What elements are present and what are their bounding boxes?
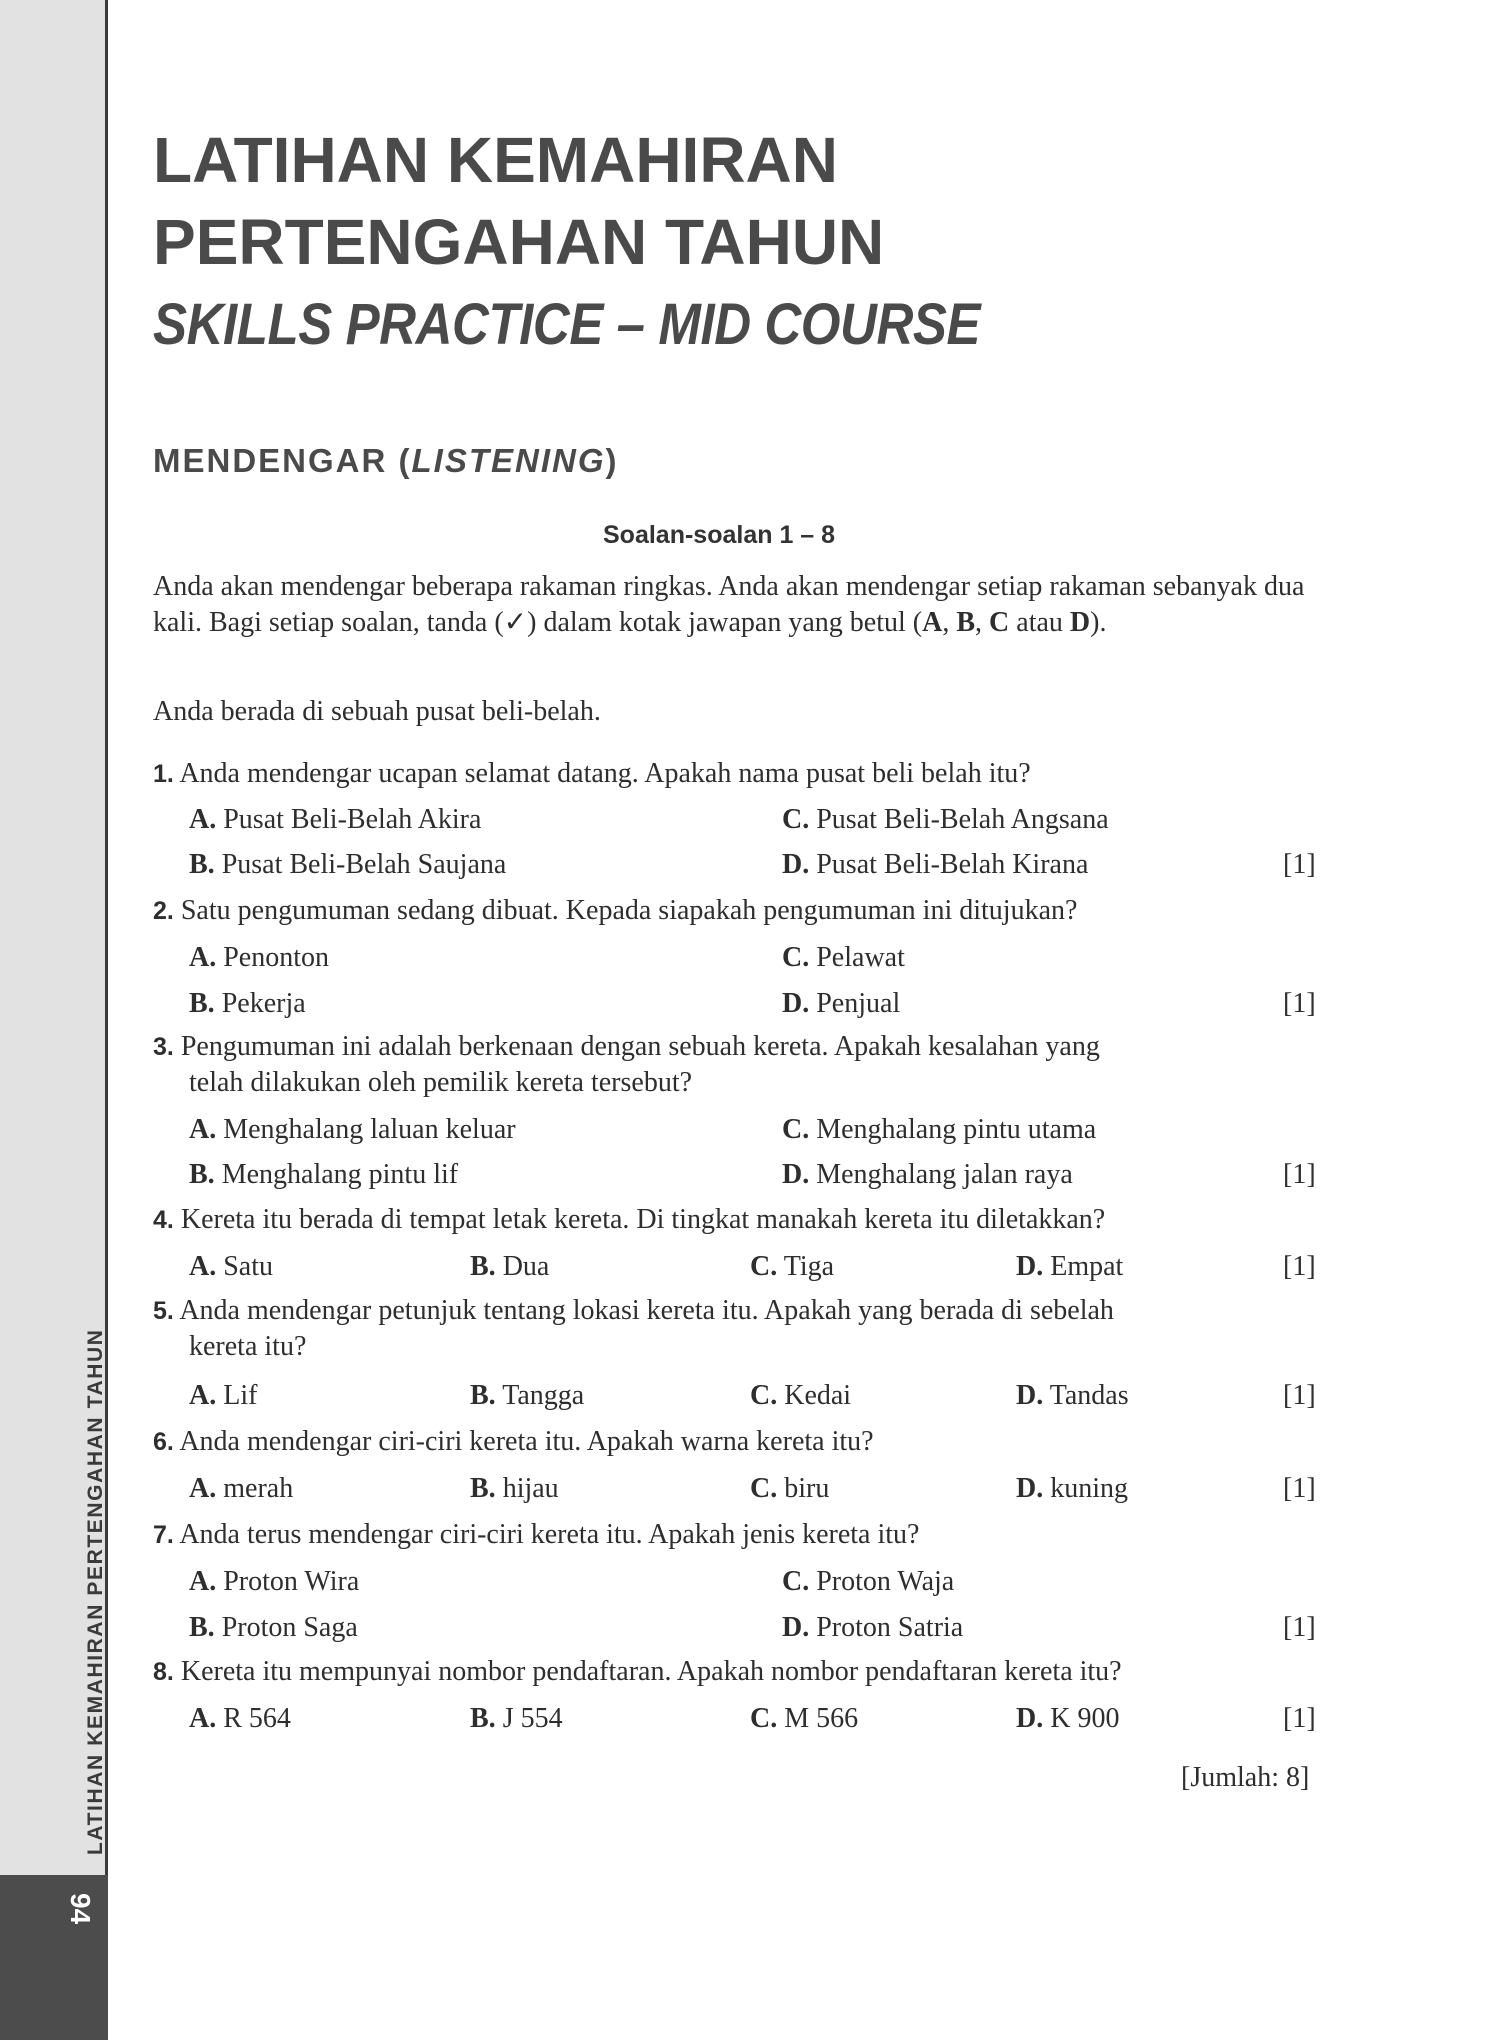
option-text: Pelawat [816, 942, 905, 973]
option-letter: A. [189, 1473, 217, 1504]
option-text: Tiga [783, 1251, 835, 1282]
option-text: M 566 [784, 1703, 859, 1734]
question-mark: [1] [1283, 1612, 1316, 1643]
question-text: Kereta itu mempunyai nombor pendaftaran. Apakah nombor pendaftaran kereta itu? [180, 1656, 1122, 1687]
option-text: Pusat Beli-Belah Saujana [221, 849, 507, 880]
option-text: Empat [1050, 1251, 1124, 1282]
question-6 [153, 1428, 874, 1456]
instructions-end: ). [1090, 607, 1107, 638]
option-text: Pusat Beli-Belah Angsana [816, 804, 1109, 835]
question-mark: [1] [1283, 1380, 1316, 1411]
option-item[interactable] [782, 1161, 1073, 1189]
option-text: Tangga [502, 1380, 585, 1411]
option-letter: B. [189, 1159, 215, 1190]
option-item[interactable] [782, 851, 1088, 879]
option-item[interactable] [782, 1568, 954, 1596]
option-item[interactable] [470, 1705, 563, 1733]
option-letter: C. [750, 1380, 778, 1411]
option-letter: C. [782, 804, 810, 835]
option-text: Proton Satria [816, 1612, 964, 1643]
option-text: Menghalang jalan raya [816, 1159, 1073, 1190]
questions-range: Soalan-soalan 1 – 8 [603, 521, 836, 549]
option-letter: C. [782, 1566, 810, 1597]
option-item[interactable] [782, 806, 1109, 834]
option-item[interactable] [750, 1705, 858, 1733]
option-letter: C. [750, 1703, 778, 1734]
question-number: 7. [153, 1521, 174, 1549]
page-title-line2: PERTENGAHAN TAHUN [153, 206, 885, 278]
question-text-continued: telah dilakukan oleh pemilik kereta tersebut? [189, 1067, 693, 1098]
question-number: 1. [153, 760, 174, 788]
option-text: hijau [502, 1473, 559, 1504]
option-item[interactable] [189, 944, 329, 972]
option-text: J 554 [502, 1703, 563, 1734]
option-text: Menghalang pintu utama [816, 1114, 1097, 1145]
option-text: Menghalang laluan keluar [223, 1114, 516, 1145]
option-item[interactable] [189, 1568, 359, 1596]
question-2 [153, 897, 1077, 925]
question-text: Kereta itu berada di tempat letak kereta. Di tingkat manakah kereta itu diletakkan? [180, 1204, 1106, 1235]
total-marks: [Jumlah: 8] [1181, 1762, 1310, 1793]
question-mark: [1] [1283, 1473, 1316, 1504]
option-letter: A. [189, 1114, 217, 1145]
option-item[interactable] [782, 1116, 1096, 1144]
option-text: Penjual [816, 988, 901, 1019]
option-letter: B. [470, 1473, 496, 1504]
page-number: 94 [65, 1893, 96, 1925]
option-item[interactable] [189, 806, 481, 834]
option-letter: C. [750, 1473, 778, 1504]
option-letter: B. [470, 1251, 496, 1282]
option-item[interactable] [189, 1475, 293, 1503]
option-text: Penonton [223, 942, 330, 973]
option-letter: B. [189, 849, 215, 880]
section-heading-text: MENDENGAR ( [153, 442, 412, 479]
instructions-text: Anda akan mendengar beberapa rakaman ringkas. Anda akan mendengar setiap rakaman sebanyak dua kali. Bagi setiap soalan, tanda (✓) dalam kotak jawapan yang betul ( [153, 571, 1305, 638]
question-4 [153, 1206, 1105, 1234]
question-number: 5. [153, 1297, 174, 1325]
question-mark: [1] [1283, 988, 1316, 1019]
option-item[interactable] [1016, 1253, 1123, 1281]
option-item[interactable] [470, 1253, 549, 1281]
question-mark: [1] [1283, 1703, 1316, 1734]
instructions [153, 569, 1333, 641]
question-mark: [1] [1283, 1251, 1316, 1282]
question-text: Anda terus mendengar ciri-ciri kereta itu. Apakah jenis kereta itu? [179, 1519, 920, 1550]
option-text: Dua [502, 1251, 550, 1282]
option-item[interactable] [470, 1382, 584, 1410]
instructions-sep: , [975, 607, 990, 638]
option-item[interactable] [750, 1382, 851, 1410]
option-letter: C. [782, 1114, 810, 1145]
question-text: Satu pengumuman sedang dibuat. Kepada siapakah pengumuman ini ditujukan? [180, 895, 1078, 926]
option-item[interactable] [1016, 1382, 1129, 1410]
option-text: Menghalang pintu lif [221, 1159, 459, 1190]
page-subtitle: SKILLS PRACTICE – MID COURSE [153, 292, 981, 357]
option-letter: A. [189, 1380, 217, 1411]
question-text: Anda mendengar petunjuk tentang lokasi kereta itu. Apakah yang berada di sebelah [179, 1295, 1114, 1326]
option-text: Pekerja [221, 988, 306, 1019]
question-text: Anda mendengar ucapan selamat datang. Apakah nama pusat beli belah itu? [179, 758, 1031, 789]
option-item[interactable] [189, 990, 306, 1018]
option-item[interactable] [1016, 1705, 1119, 1733]
option-text: Pusat Beli-Belah Kirana [816, 849, 1089, 880]
option-letter: B. [189, 988, 215, 1019]
option-letter: D. [1016, 1380, 1044, 1411]
question-5 [153, 1297, 1114, 1325]
question-mark: [1] [1283, 849, 1316, 880]
context-text: Anda berada di sebuah pusat beli-belah. [153, 696, 601, 727]
option-item[interactable] [189, 1116, 516, 1144]
option-item[interactable] [782, 990, 900, 1018]
option-text: Tandas [1049, 1380, 1129, 1411]
option-item[interactable] [189, 1614, 358, 1642]
option-item[interactable] [782, 944, 905, 972]
option-letter: D. [1016, 1703, 1044, 1734]
option-item[interactable] [189, 1253, 273, 1281]
option-text: Pusat Beli-Belah Akira [223, 804, 482, 835]
option-letter: D. [1016, 1251, 1044, 1282]
option-text: Lif [223, 1380, 258, 1411]
option-text: Proton Saga [221, 1612, 358, 1643]
option-letter: C. [782, 942, 810, 973]
instructions-opt-c: C [989, 607, 1010, 638]
question-text: Pengumuman ini adalah berkenaan dengan sebuah kereta. Apakah kesalahan yang [180, 1031, 1100, 1062]
option-item[interactable] [1016, 1475, 1128, 1503]
option-text: biru [784, 1473, 830, 1504]
option-letter: B. [189, 1612, 215, 1643]
option-item[interactable] [470, 1475, 559, 1503]
option-item[interactable] [782, 1614, 963, 1642]
question-3 [153, 1033, 1100, 1061]
question-text: Anda mendengar ciri-ciri kereta itu. Apakah warna kereta itu? [179, 1426, 874, 1457]
instructions-sep: , [942, 607, 957, 638]
option-letter: D. [782, 849, 810, 880]
question-text-continued: kereta itu? [189, 1331, 307, 1362]
option-letter: A. [189, 804, 217, 835]
option-text: Satu [223, 1251, 274, 1282]
option-letter: D. [782, 1159, 810, 1190]
question-number: 4. [153, 1206, 174, 1234]
question-number: 3. [153, 1033, 174, 1061]
section-heading-close: ) [605, 442, 619, 479]
option-item[interactable] [189, 1382, 257, 1410]
question-number: 8. [153, 1658, 174, 1686]
option-text: merah [223, 1473, 294, 1504]
section-heading [153, 444, 619, 477]
option-letter: C. [750, 1251, 778, 1282]
option-item[interactable] [189, 1161, 458, 1189]
side-running-title: LATIHAN KEMAHIRAN PERTENGAHAN TAHUN [84, 1328, 107, 1855]
option-item[interactable] [189, 851, 506, 879]
instructions-opt-b: B [956, 607, 976, 638]
question-8 [153, 1658, 1122, 1686]
page-title-line1: LATIHAN KEMAHIRAN [153, 124, 838, 196]
option-text: K 900 [1050, 1703, 1120, 1734]
option-letter: D. [782, 988, 810, 1019]
option-item[interactable] [750, 1253, 834, 1281]
option-letter: A. [189, 942, 217, 973]
option-letter: B. [470, 1703, 496, 1734]
option-item[interactable] [189, 1705, 291, 1733]
option-letter: B. [470, 1380, 496, 1411]
section-heading-italic: LISTENING [411, 442, 606, 479]
option-letter: A. [189, 1703, 217, 1734]
question-number: 2. [153, 897, 174, 925]
question-mark: [1] [1283, 1159, 1316, 1190]
option-text: R 564 [223, 1703, 291, 1734]
question-number: 6. [153, 1428, 174, 1456]
option-text: Proton Wira [223, 1566, 360, 1597]
question-1 [153, 760, 1031, 788]
option-letter: A. [189, 1566, 217, 1597]
question-7 [153, 1521, 919, 1549]
option-text: kuning [1050, 1473, 1129, 1504]
option-text: Proton Waja [816, 1566, 955, 1597]
instructions-sep: atau [1009, 607, 1070, 638]
option-text: Kedai [784, 1380, 852, 1411]
option-letter: A. [189, 1251, 217, 1282]
instructions-opt-d: D [1069, 607, 1091, 638]
option-item[interactable] [750, 1475, 829, 1503]
option-letter: D. [1016, 1473, 1044, 1504]
instructions-opt-a: A [922, 607, 943, 638]
option-letter: D. [782, 1612, 810, 1643]
